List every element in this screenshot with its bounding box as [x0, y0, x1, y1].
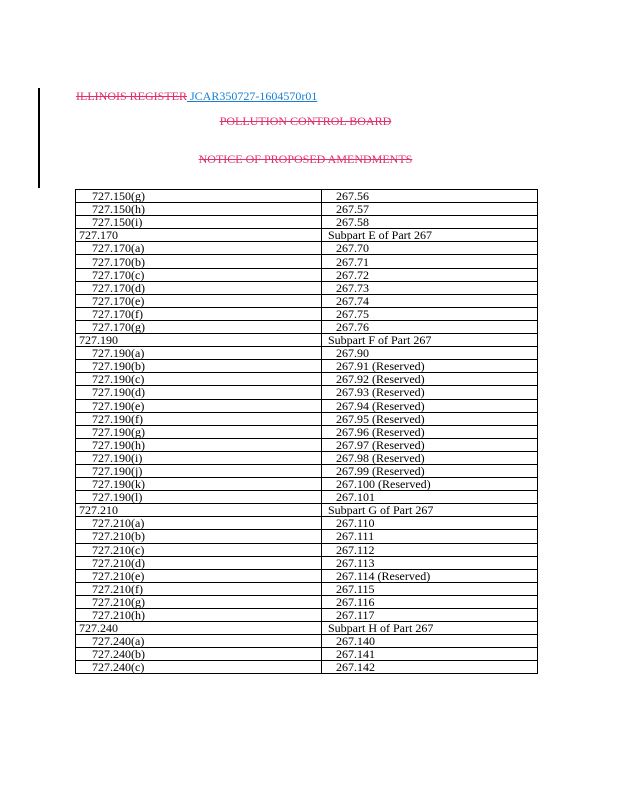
table-row: [76, 229, 538, 242]
old-section-cell: 727.170(f): [76, 307, 322, 320]
old-section-cell: 727.190(b): [76, 360, 322, 373]
old-section-cell: 727.210(c): [76, 543, 322, 556]
new-section-cell: 267.70: [322, 242, 538, 255]
new-section-cell: 267.94 (Reserved): [322, 399, 538, 412]
new-section-cell: 267.92 (Reserved): [322, 373, 538, 386]
table-row: [76, 320, 538, 333]
register-header: [76, 89, 317, 104]
table-row: [76, 425, 538, 438]
new-section-cell: 267.116: [322, 595, 538, 608]
change-bar: [38, 88, 40, 188]
new-section-cell: Subpart E of Part 267: [322, 229, 538, 242]
table-row: [76, 399, 538, 412]
old-section-cell: 727.190(l): [76, 491, 322, 504]
old-section-cell: 727.170(a): [76, 242, 322, 255]
old-section-cell: 727.150(h): [76, 203, 322, 216]
old-section-cell: 727.170(e): [76, 294, 322, 307]
board-title: POLLUTION CONTROL BOARD: [219, 114, 392, 128]
old-section-cell: 727.170(g): [76, 320, 322, 333]
old-section-cell: 727.210(d): [76, 556, 322, 569]
old-section-cell: 727.190(d): [76, 386, 322, 399]
new-section-cell: 267.101: [322, 491, 538, 504]
table-row: [76, 438, 538, 451]
new-section-cell: 267.73: [322, 281, 538, 294]
new-section-cell: 267.111: [322, 530, 538, 543]
old-section-cell: 727.190(f): [76, 412, 322, 425]
new-section-cell: 267.75: [322, 307, 538, 320]
new-section-cell: 267.58: [322, 216, 538, 229]
new-section-cell: 267.113: [322, 556, 538, 569]
table-row: [76, 334, 538, 347]
table-row: [76, 648, 538, 661]
old-section-cell: 727.190(g): [76, 425, 322, 438]
new-section-cell: 267.112: [322, 543, 538, 556]
old-section-cell: 727.190(k): [76, 478, 322, 491]
new-section-cell: Subpart G of Part 267: [322, 504, 538, 517]
register-title: ILLINOIS REGISTER: [76, 89, 187, 103]
table-row: [76, 216, 538, 229]
new-section-cell: 267.97 (Reserved): [322, 438, 538, 451]
jcar-id: [187, 89, 317, 103]
old-section-cell: 727.210(e): [76, 569, 322, 582]
table-row: [76, 268, 538, 281]
old-section-cell: 727.210(a): [76, 517, 322, 530]
table-row: [76, 622, 538, 635]
old-section-cell: 727.190: [76, 334, 322, 347]
table-row: [76, 504, 538, 517]
section-mapping-table: [75, 189, 538, 674]
old-section-cell: 727.210(h): [76, 609, 322, 622]
table-row: [76, 294, 538, 307]
new-section-cell: 267.96 (Reserved): [322, 425, 538, 438]
new-section-cell: 267.56: [322, 190, 538, 203]
old-section-cell: 727.240(b): [76, 648, 322, 661]
new-section-cell: 267.115: [322, 582, 538, 595]
table-row: [76, 464, 538, 477]
table-row: [76, 491, 538, 504]
table-row: [76, 190, 538, 203]
old-section-cell: 727.190(e): [76, 399, 322, 412]
table-row: [76, 595, 538, 608]
table-row: [76, 412, 538, 425]
new-section-cell: 267.72: [322, 268, 538, 281]
old-section-cell: 727.170(c): [76, 268, 322, 281]
old-section-cell: 727.210: [76, 504, 322, 517]
new-section-cell: 267.142: [322, 661, 538, 674]
new-section-cell: Subpart F of Part 267: [322, 334, 538, 347]
new-section-cell: 267.114 (Reserved): [322, 569, 538, 582]
new-section-cell: 267.141: [322, 648, 538, 661]
new-section-cell: 267.100 (Reserved): [322, 478, 538, 491]
notice-title: NOTICE OF PROPOSED AMENDMENTS: [198, 152, 413, 166]
new-section-cell: 267.76: [322, 320, 538, 333]
table-row: [76, 360, 538, 373]
table-row: [76, 543, 538, 556]
new-section-cell: 267.74: [322, 294, 538, 307]
old-section-cell: 727.150(i): [76, 216, 322, 229]
old-section-cell: 727.190(h): [76, 438, 322, 451]
table-row: [76, 242, 538, 255]
old-section-cell: 727.210(b): [76, 530, 322, 543]
new-section-cell: Subpart H of Part 267: [322, 622, 538, 635]
old-section-cell: 727.170(b): [76, 255, 322, 268]
new-section-cell: 267.57: [322, 203, 538, 216]
old-section-cell: 727.190(a): [76, 347, 322, 360]
table-row: [76, 307, 538, 320]
table-row: [76, 478, 538, 491]
table-row: [76, 386, 538, 399]
table-row: [76, 661, 538, 674]
table-row: [76, 517, 538, 530]
old-section-cell: 727.170(d): [76, 281, 322, 294]
new-section-cell: 267.71: [322, 255, 538, 268]
jcar-id-text: JCAR350727-1604570r01: [190, 89, 318, 103]
new-section-cell: 267.117: [322, 609, 538, 622]
table-row: [76, 556, 538, 569]
new-section-cell: 267.95 (Reserved): [322, 412, 538, 425]
old-section-cell: 727.240(c): [76, 661, 322, 674]
table-row: [76, 609, 538, 622]
old-section-cell: 727.190(c): [76, 373, 322, 386]
old-section-cell: 727.240(a): [76, 635, 322, 648]
new-section-cell: 267.140: [322, 635, 538, 648]
old-section-cell: 727.240: [76, 622, 322, 635]
table-body: [76, 190, 538, 674]
table-row: [76, 281, 538, 294]
new-section-cell: 267.99 (Reserved): [322, 464, 538, 477]
table-row: [76, 451, 538, 464]
old-section-cell: 727.190(j): [76, 464, 322, 477]
old-section-cell: 727.210(g): [76, 595, 322, 608]
table-row: [76, 203, 538, 216]
old-section-cell: 727.170: [76, 229, 322, 242]
table-row: [76, 255, 538, 268]
table-row: [76, 530, 538, 543]
table-row: [76, 635, 538, 648]
old-section-cell: 727.190(i): [76, 451, 322, 464]
new-section-cell: 267.91 (Reserved): [322, 360, 538, 373]
table-row: [76, 373, 538, 386]
table-row: [76, 582, 538, 595]
old-section-cell: 727.150(g): [76, 190, 322, 203]
old-section-cell: 727.210(f): [76, 582, 322, 595]
new-section-cell: 267.90: [322, 347, 538, 360]
new-section-cell: 267.110: [322, 517, 538, 530]
new-section-cell: 267.98 (Reserved): [322, 451, 538, 464]
table-row: [76, 347, 538, 360]
table-row: [76, 569, 538, 582]
new-section-cell: 267.93 (Reserved): [322, 386, 538, 399]
